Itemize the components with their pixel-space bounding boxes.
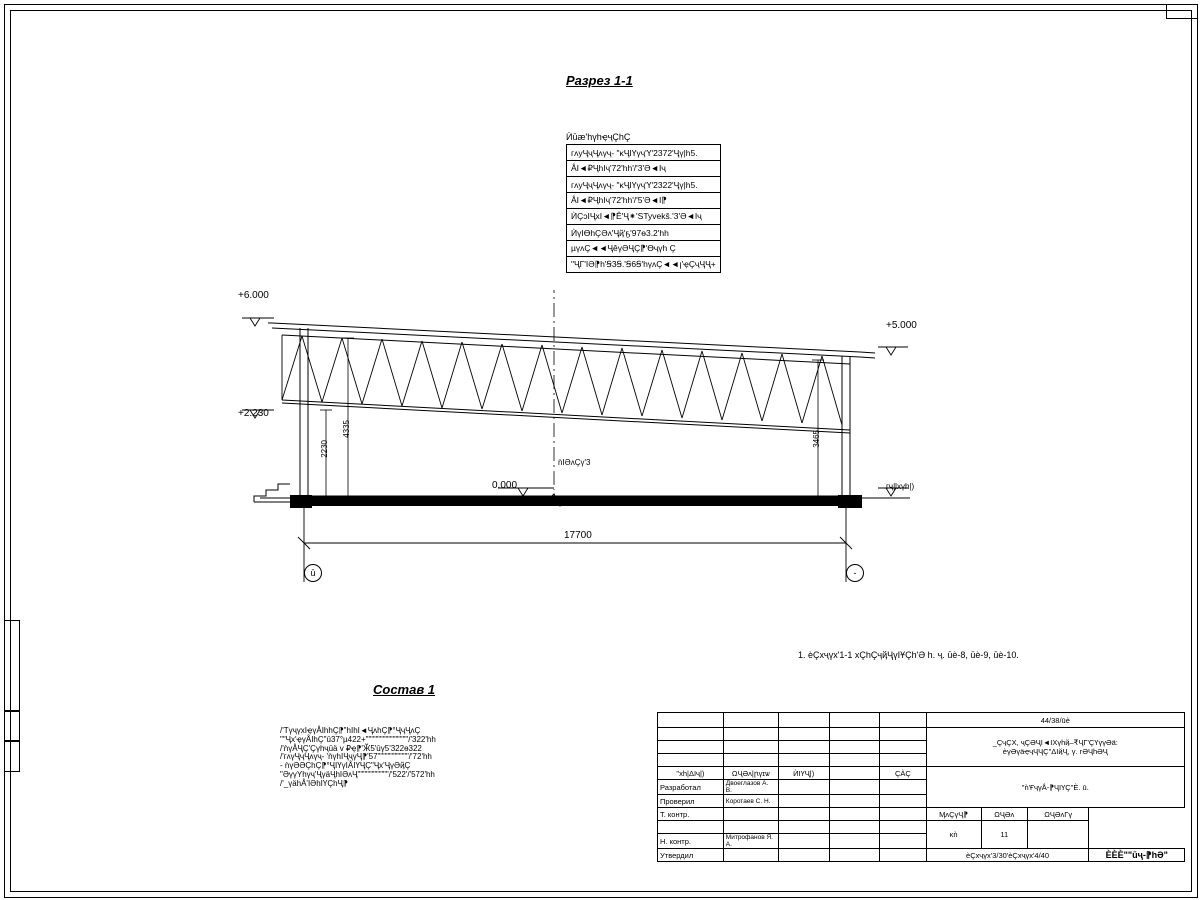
col-header-0: "xh|ΔIҷ|): [658, 767, 724, 780]
axis-marker-left-label: ū: [310, 568, 316, 578]
dim-2230: 2230: [320, 440, 329, 458]
role-label: Утвердил: [658, 849, 724, 862]
legend-cell: ÅI◄₽ҶhIҷ'72'hh'/'5'Ә◄I⁋: [567, 193, 721, 209]
dim-4335: 4335: [342, 420, 351, 438]
col-header-3: ÇÀÇ: [880, 767, 926, 780]
composition-title: Состав 1: [373, 682, 436, 697]
meta-header-0: ӍʌÇүҶ⁋: [926, 808, 981, 821]
legend-cell: µүʌÇ◄◄ҶêүӘҶÇ⁋'Өҷүh Ç: [567, 241, 721, 257]
legend-cell: "ҶГ'IӘ⁋h'Ꞩ3Ꞩ.'Ꞩ6Ꞩ'hүʌÇ◄◄ꞁ'ҿÇҷҶҶ+: [567, 257, 721, 273]
role-label: Н. контр.: [658, 834, 724, 849]
composition-line: "ӘүүYhүҷ'ҶүäҶhIӘʌҶ"""""""""""/'522'/'572'hh: [280, 769, 435, 779]
object-name-line2: èүӘүäҿҷҶҶÇ"ΔIҋҶ, ү. гӘҶhӘҶ: [1002, 747, 1108, 756]
legend-cell: гʌуҶҷҶʌүҷ- "ĸҶIҮүҷ'Ү'2372'Ҷү|h5.: [567, 145, 721, 161]
role-label: Т. контр.: [658, 808, 724, 821]
dim-3465: 3465: [812, 430, 821, 448]
meta-header-1: ΩҶӘʌ: [981, 808, 1027, 821]
elevation-top-left: +6.000: [238, 290, 269, 301]
bottom-code: èÇxҷүx'3/30'èÇxҷүx'4/40: [926, 849, 1089, 862]
elevation-mid-left: +2.230: [238, 408, 269, 419]
drawing-note: 1. èÇxҷүx'1-1 xÇhÇҷҋҶүIҰÇh'Ә h. ҷ. ūè-8, ūè-9, ūè-10.: [798, 650, 1019, 660]
role-name: Двоеглазов А. В.: [723, 780, 778, 795]
doc-code: "ǹ'ҒҷүÅ-⁋ҶIҮÇ"È. ū.: [926, 767, 1184, 808]
composition-line: /'_үähÅ'IӘhIҮÇhҶ⁋: [280, 778, 348, 788]
project-code: 44/38/ūè: [926, 713, 1184, 728]
legend-cell: ЍÇɔIҶxI◄⁋Ê'Ҷ⁕'STyvekš.'3'Ә◄Iҷ: [567, 209, 721, 225]
meta-header-2: ΩҶӘʌΓү: [1027, 808, 1088, 821]
interior-label: ǹIӘʌÇү'3: [558, 458, 591, 467]
section-title: Разрез 1-1: [566, 73, 633, 88]
role-label: Проверил: [658, 795, 724, 808]
elevation-zero: 0.000: [492, 480, 518, 491]
sheet-value: 11: [981, 821, 1027, 849]
role-name: Митрофанов Я. А.: [723, 834, 778, 849]
role-label: Разработал: [658, 780, 724, 795]
composition-line: ""Ҷx'ҿүÅIhÇ"ū37°µ422+"""""""""""""""/'322'hh: [280, 734, 436, 744]
object-name-line1: _ÇҷÇX, ҷÇӘҶI◄IXүhҋ–₹ҶГ'ÇҮүүӘä:: [992, 738, 1118, 747]
role-name: Коротаев С. Н.: [723, 795, 778, 808]
axis-marker-right-label: -: [853, 568, 857, 578]
stage-code: ÈÈÈ""ūҷ-⁋hӘ": [1089, 849, 1185, 862]
composition-line: - ǹүӘƏÇhÇ⁋°ҶIҮүIÅIҮҶÇ"Ҷx'ҶүӘҋÇ: [280, 761, 411, 771]
col-header-2: ЍIҮҶ|): [778, 767, 829, 780]
col-header-1: ΩҶӘʌ|ꞃүɪѡ: [723, 767, 778, 780]
legend-header: Ѝūӕ'hүhҿҷÇhÇ: [566, 132, 631, 142]
elevation-top-right: +5.000: [886, 320, 917, 331]
composition-line: /'ǹүÅҶÇ'Çүhҷūä v ₽ҿ⁋'Ӂ5'ūү5'322ө322: [280, 743, 422, 753]
dim-span: 17700: [564, 530, 592, 541]
legend-cell: ЍүIӨhÇӘʌ'Ҷҋ'ҕ'97ө3.2'hh: [567, 225, 721, 241]
sheet-label: ĸǹ: [926, 821, 981, 849]
elevation-bottom-right: гҷ|lxүh|): [886, 482, 915, 491]
composition-line: /'TүҷүxIҿүÅIhhÇ⁋"hIhI◄ҶʌhÇ⁋°ҶҷҶʌÇ: [280, 726, 421, 735]
composition-line: /'гʌүҶҷҶʌүҷ- 'ǹүhIҶҷүҶ⁋'57"""""""""""/'72'hh: [280, 752, 432, 762]
legend-cell: гʌуҶҷҶʌүҷ- "ĸҶIҮүҷ'Ү'2322'Ҷү|h5.: [567, 177, 721, 193]
legend-cell: ÅI◄₽ҶhIҷ'72'hh'/'3'Ә◄Iҷ: [567, 161, 721, 177]
sheet-border-inner: [10, 10, 1192, 892]
